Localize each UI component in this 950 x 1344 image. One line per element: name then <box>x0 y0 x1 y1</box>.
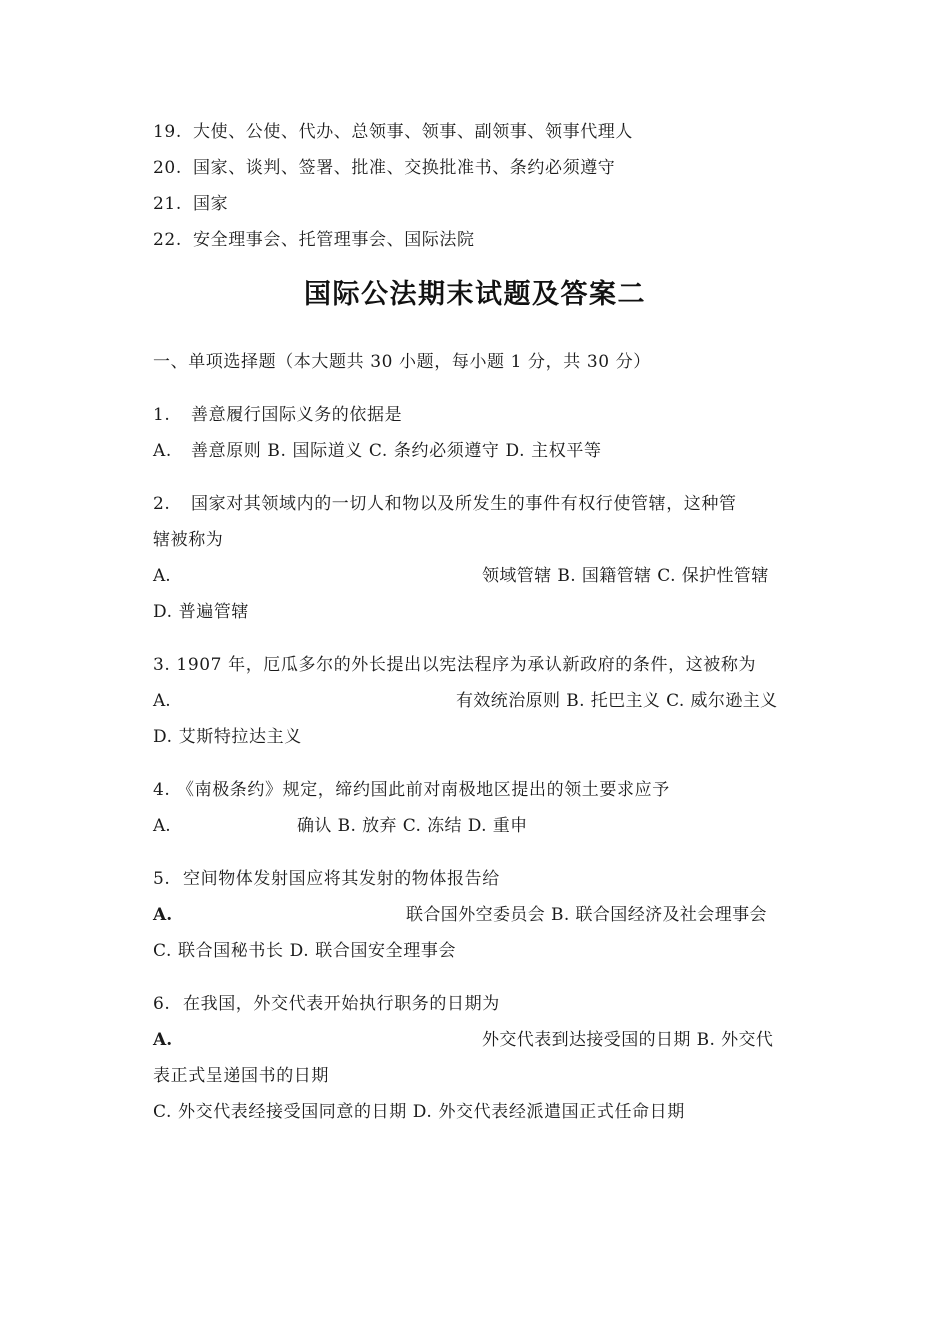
answer-number: 20. <box>153 158 182 178</box>
question-5-options: 联合国外空委员会 B. 联合国经济及社会理事会 <box>406 905 767 925</box>
question-5-stem <box>153 867 500 891</box>
option-a-label: A. <box>153 441 172 461</box>
answer-text: 国家、谈判、签署、批准、交换批准书、条约必须遵守 <box>193 158 616 178</box>
question-number: 5. <box>153 869 171 889</box>
document-title: 国际公法期末试题及答案二 <box>304 279 646 310</box>
option-a-label: A. <box>153 566 171 586</box>
question-2-options-continued: D. 普遍管辖 <box>153 602 250 622</box>
question-text: 国家对其领域内的一切人和物以及所发生的事件有权行使管辖，这种管 <box>191 494 737 514</box>
question-6-options-continued: 表正式呈递国书的日期 <box>153 1066 329 1086</box>
question-text: 空间物体发射国应将其发射的物体报告给 <box>183 869 500 889</box>
question-2-options: 领域管辖 B. 国籍管辖 C. 保护性管辖 <box>482 566 769 586</box>
question-6-stem <box>153 992 500 1016</box>
question-number: 4. <box>153 780 171 800</box>
question-1-options <box>153 439 602 463</box>
answer-text: 安全理事会、托管理事会、国际法院 <box>193 230 475 250</box>
answer-line-20 <box>153 156 615 180</box>
answer-line-22 <box>153 228 475 252</box>
answer-number: 21. <box>153 194 182 214</box>
answer-line-19 <box>153 120 633 144</box>
question-6-options-line3: C. 外交代表经接受国同意的日期 D. 外交代表经派遣国正式任命日期 <box>153 1102 685 1122</box>
section-heading: 一、单项选择题（本大题共 30 小题，每小题 1 分，共 30 分） <box>153 352 651 372</box>
option-a-label: A. <box>153 1030 173 1050</box>
question-2-stem-continued: 辖被称为 <box>153 530 224 550</box>
answer-number: 19. <box>153 122 182 142</box>
option-a-label: A. <box>153 691 171 711</box>
answer-number: 22. <box>153 230 182 250</box>
question-text: 善意履行国际义务的依据是 <box>191 405 403 425</box>
question-4-stem <box>153 778 670 802</box>
answer-line-21 <box>153 192 228 216</box>
answer-text: 国家 <box>193 194 229 214</box>
option-a-label: A. <box>153 905 173 925</box>
question-2-stem <box>153 492 737 516</box>
question-3-options-continued: D. 艾斯特拉达主义 <box>153 727 302 747</box>
question-3-options: 有效统治原则 B. 托巴主义 C. 威尔逊主义 <box>456 691 778 711</box>
question-1-stem <box>153 403 402 427</box>
question-text: 《南极条约》规定，缔约国此前对南极地区提出的领土要求应予 <box>177 780 670 800</box>
question-number: 1. <box>153 405 171 425</box>
answer-text: 大使、公使、代办、总领事、领事、副领事、领事代理人 <box>193 122 633 142</box>
question-4-options: 确认 B. 放弃 C. 冻结 D. 重申 <box>297 816 528 836</box>
question-text: 在我国，外交代表开始执行职务的日期为 <box>183 994 500 1014</box>
question-3-stem: 3. 1907 年，厄瓜多尔的外长提出以宪法程序为承认新政府的条件，这被称为 <box>153 655 757 675</box>
question-number: 2. <box>153 494 171 514</box>
question-5-options-continued: C. 联合国秘书长 D. 联合国安全理事会 <box>153 941 457 961</box>
option-a-label: A. <box>153 816 171 836</box>
question-6-options: 外交代表到达接受国的日期 B. 外交代 <box>482 1030 774 1050</box>
question-number: 6. <box>153 994 171 1014</box>
options-text: 善意原则 B. 国际道义 C. 条约必须遵守 D. 主权平等 <box>191 441 602 461</box>
